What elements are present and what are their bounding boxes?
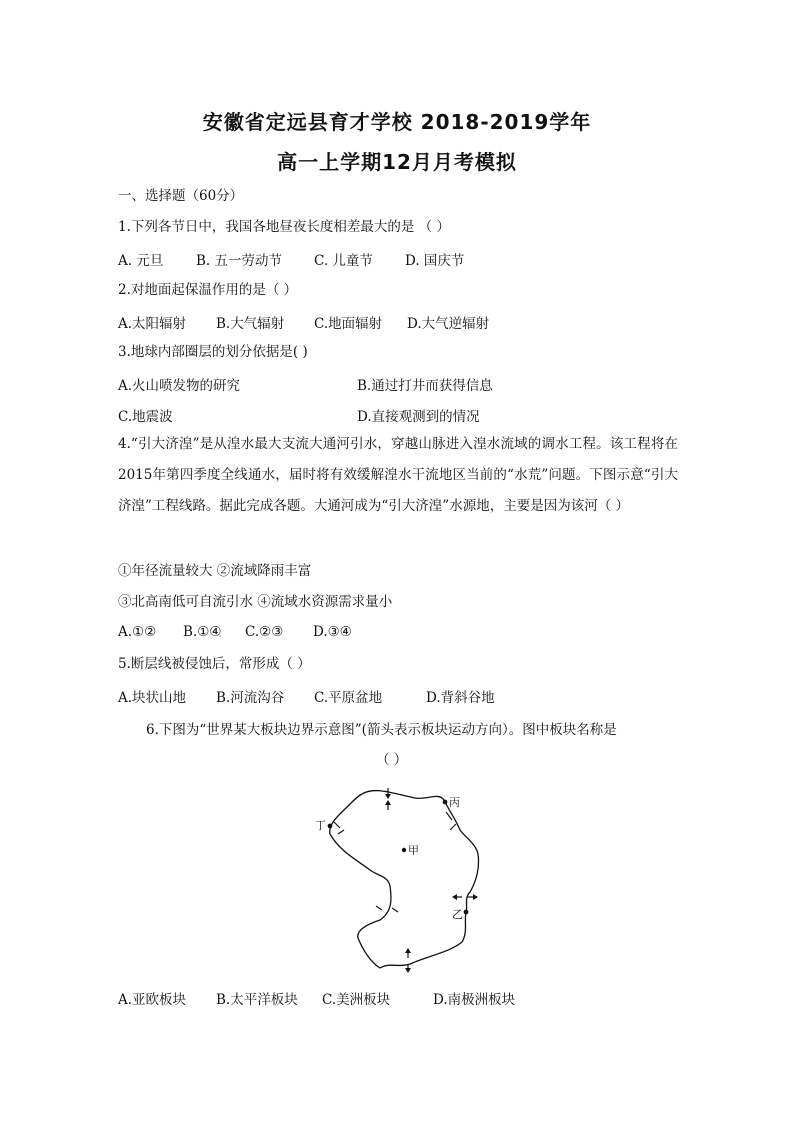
question-1-option-b: B. 五一劳动节 <box>196 253 283 269</box>
question-6-option-c: C.美洲板块 <box>322 992 391 1008</box>
section-heading: 一、选择题（60分） <box>118 188 244 204</box>
question-5-stem: 5.断层线被侵蚀后，常形成（ ） <box>118 656 311 672</box>
question-3-option-d: D.直接观测到的情况 <box>357 409 480 425</box>
question-5-option-c: C.平原盆地 <box>314 690 383 706</box>
question-6-option-d: D.南极洲板块 <box>433 992 516 1008</box>
question-5-option-b: B.河流沟谷 <box>216 690 285 706</box>
question-2-option-a: A.太阳辐射 <box>118 316 187 332</box>
question-6-stem: 6.下图为“世界某大板块边界示意图”(箭头表示板块运动方向）。图中板块名称是 <box>146 722 617 738</box>
question-4-option-b: B.①④ <box>183 624 222 640</box>
question-4-option-c: C.②③ <box>245 624 284 640</box>
label-jia: 甲 <box>408 844 419 857</box>
question-1-option-c: C. 儿童节 <box>314 253 373 269</box>
question-2-option-b: B.大气辐射 <box>216 316 285 332</box>
label-ding: 丁 <box>315 819 326 832</box>
point-jia <box>402 848 406 852</box>
question-5-option-d: D.背斜谷地 <box>426 690 495 706</box>
question-1-option-d: D. 国庆节 <box>405 253 465 269</box>
question-4-option-a: A.①② <box>118 624 157 640</box>
question-6-answer-paren: （ ） <box>376 752 408 768</box>
question-2-stem: 2.对地面起保温作用的是（ ） <box>118 282 298 298</box>
page-title-line2: 高一上学期12月月考模拟 <box>277 150 517 174</box>
point-ding <box>328 824 333 829</box>
question-4-statement-1: ①年径流量较大 ②流域降雨丰富 <box>118 563 312 579</box>
question-1-option-a: A. 元旦 <box>118 253 164 269</box>
question-4-paragraph: 4.“引大济湟”是从湟水最大支流大通河引水，穿越山脉进入湟水流域的调水工程。该工程将在2015年第四季度全线通水，届时将有效缓解湟水干流地区当前的“水荒”问题。下图示意“引大济湟”工程线路。据此完成各题。大通河成为“引大济湟”水源地，主要是因为该河（ ） <box>118 436 678 514</box>
point-yi <box>464 910 469 915</box>
plate-outline <box>330 791 479 968</box>
question-3-option-b: B.通过打井而获得信息 <box>357 378 493 394</box>
question-6-option-a: A.亚欧板块 <box>118 992 187 1008</box>
question-1-stem: 1.下列各节日中，我国各地昼夜长度相差最大的是 （ ） <box>118 219 450 235</box>
question-3-option-c: C.地震波 <box>118 409 173 425</box>
label-yi: 乙 <box>452 908 463 921</box>
point-bing <box>443 800 448 805</box>
plate-boundary-map <box>300 772 500 982</box>
question-6-option-b: B.太平洋板块 <box>216 992 298 1008</box>
question-4-statement-2: ③北高南低可自流引水 ④流域水资源需求量小 <box>118 594 393 610</box>
question-3-stem: 3.地球内部圈层的划分依据是( ) <box>118 344 308 360</box>
question-4-option-d: D.③④ <box>313 624 352 640</box>
label-bing: 丙 <box>449 796 460 809</box>
question-5-option-a: A.块状山地 <box>118 690 187 706</box>
question-2-option-c: C.地面辐射 <box>314 316 383 332</box>
page-title-line1: 安徽省定远县育才学校 2018-2019学年 <box>202 110 592 134</box>
question-3-option-a: A.火山喷发物的研究 <box>118 378 241 394</box>
question-2-option-d: D.大气逆辐射 <box>407 316 490 332</box>
